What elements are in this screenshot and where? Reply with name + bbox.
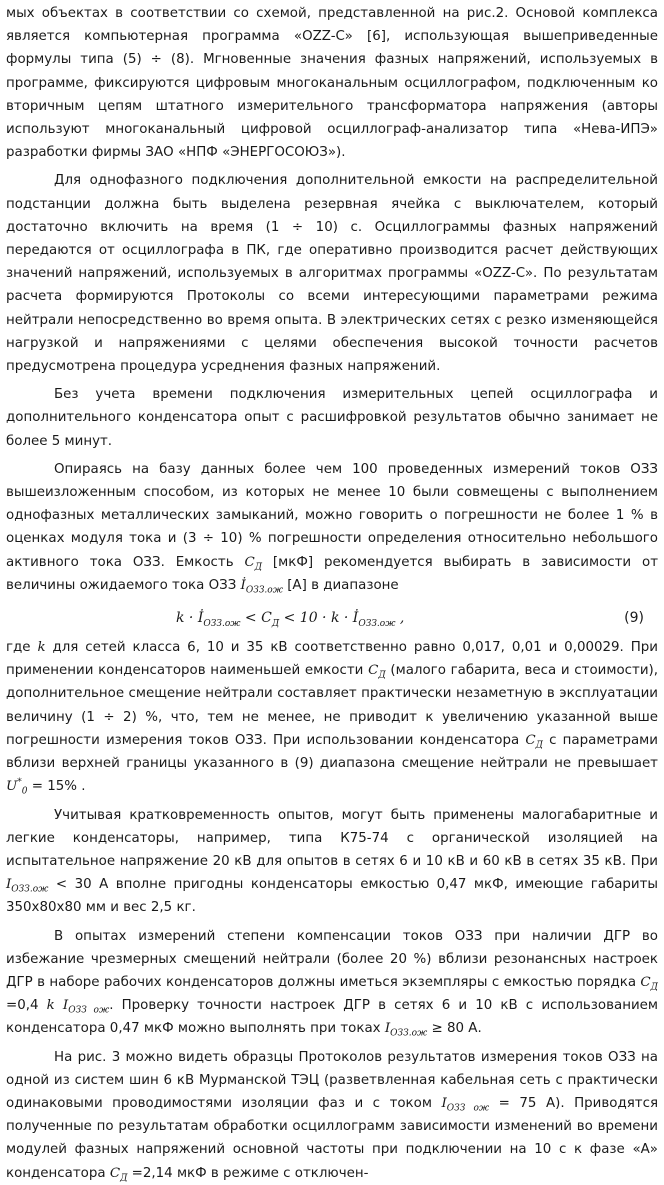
paragraph-p6 <box>6 804 658 920</box>
text-run: На рис. 3 можно видеть образцы Протоколов результатов измерения токов ОЗЗ на одной из систем шин 6 кВ Мурманской ТЭЦ (разветвленная кабельная сеть с практически одинаковыми проводимостями изоляции фаз и с током <box>6 1049 658 1111</box>
math-symbol-base: C <box>244 554 255 570</box>
math-subscript: Д <box>120 1173 128 1184</box>
text-run: Без учета времени подключения измерительных цепей осциллографа и дополнительного конденсатора опыт с расшифровкой результатов обычно занимает не более 5 минут. <box>6 387 658 449</box>
math-symbol-base: I <box>441 1095 447 1111</box>
math-subscript: ОЗЗ ож <box>446 1103 490 1114</box>
math-symbol <box>244 554 263 573</box>
math-symbol <box>384 1021 428 1039</box>
text-run: = 15% . <box>27 779 86 795</box>
math-symbol-base: C <box>368 663 379 679</box>
math-subscript: Д <box>535 740 543 751</box>
text-run: с параметрами вблизи верхней границы указанного в (9) диапазона смещение нейтрали не превышает <box>6 732 658 772</box>
math-superscript: * <box>17 777 22 788</box>
math-subscript: ОЗЗ.ож <box>245 585 283 596</box>
text-run: Для однофазного подключения дополнительной емкости на распределительной подстанции должна быть выделена резервная ячейка с выключателем, который достаточно включить на время (1 ÷ 10) с. Осциллограммы фазных напряжений передаются от осциллографа в ПК, где оперативно производится расчет действующих значений напряжений, используемых в алгоритмах программы «OZZ-C». По результатам расчета формируются Протоколы со всеми интересующими параметрами режима нейтрали непосредственно во время опыта. В электрических сетях с резко изменяющейся нагрузкой и напряжениями с целями обеспечения высокой точности расчетов предусмотрена процедура усреднения фазных напряжений. <box>6 173 658 375</box>
text-run: где <box>6 640 38 656</box>
math-subscript: ОЗЗ ож <box>68 1005 110 1016</box>
text-run: [А] в диапазоне <box>282 577 399 593</box>
math-symbol-base: C <box>109 1165 121 1181</box>
math-symbol-base: k I <box>46 998 69 1014</box>
text-run: . Проверку точности настроек ДГР в сетях 6 и 10 кВ с использованием конденсатора 0,47 мкФ можно выполнять при токах <box>6 998 658 1037</box>
math-symbol <box>6 877 49 895</box>
text-run: [мкФ] рекомендуется выбирать в зависимости от величины ожидаемого тока ОЗЗ <box>6 554 658 593</box>
math-symbol <box>525 732 543 751</box>
formula-subscript: ОЗЗ.ож <box>358 618 396 629</box>
formula-subscript: Д <box>271 618 280 629</box>
math-symbol <box>6 777 28 797</box>
paragraph-p2 <box>6 169 658 378</box>
math-symbol <box>640 974 658 993</box>
text-run: мых объектах в соответствии со схемой, представленной на рис.2. Основой комплекса является компьютерная программа «OZZ-C» [6], использующая вышеприведенные формулы типа (5) ÷ (8). Мгновенные значения фазных напряжений, используемых в программе, фиксируются цифровым многоканальным осциллографом, подключенным ко вторичным цепям штатного измерительного трансформатора напряжения (авторы используют многоканальный цифровой осциллограф-анализатор типа «Нева-ИПЭ» разработки фирмы ЗАО «НПФ «ЭНЕРГОСОЮЗ»). <box>6 6 658 161</box>
paragraph-p7 <box>6 925 658 1041</box>
math-subscript: Д <box>254 562 263 573</box>
text-run: =0,4 <box>6 998 47 1014</box>
formula-subscript: ОЗЗ.ож <box>203 618 241 629</box>
text-run: В опытах измерений степени компенсации токов ОЗЗ при наличии ДГР во избежание чрезмерных смещений нейтрали (более 20 %) вблизи резонансных настроек ДГР в наборе рабочих конденсаторов должны иметься экземпляры с емкостью порядка <box>6 928 658 990</box>
math-symbol-base: C <box>640 974 651 990</box>
formula-9 <box>6 602 658 634</box>
math-subscript: Д <box>378 670 386 681</box>
math-subscript: ОЗЗ.ож <box>11 884 49 895</box>
formula-expression <box>176 602 404 634</box>
text-run: = 75 А). Приводятся полученные по результатам обработки осциллограмм зависимости изменений во времени модулей фазных напряжений основной частоты при подключении на 10 с к фазе «А» конденсатора <box>6 1095 658 1181</box>
paragraph-p5 <box>6 636 658 798</box>
text-run: Учитывая кратковременность опытов, могут быть применены малогабаритные и легкие конденсаторы, например, типа К75-74 с органической изоляцией на испытательное напряжение 20 кВ для опытов в сетях 6 и 10 кВ и 60 кВ в сетях 35 кВ. При <box>6 807 658 869</box>
math-symbol <box>37 640 45 655</box>
paragraph-p1 <box>6 2 658 164</box>
paragraph-p3 <box>6 383 658 453</box>
text-run: (малого габарита, веса и стоимости), дополнительное смещение нейтрали составляет практически незаметную в эксплуатации величину (1 ÷ 2) %, что, тем не менее, не приводит к увеличению указанной выше погрешности измерения токов ОЗЗ. При использовании конденсатора <box>6 663 659 748</box>
text-run: ≥ 80 А. <box>427 1021 482 1037</box>
math-subscript: ОЗЗ.ож <box>390 1029 428 1039</box>
text-run: для сетей класса 6, 10 и 35 кВ соответственно равно 0,017, 0,01 и 0,00029. При применении конденсаторов наименьшей емкости <box>6 640 658 679</box>
math-symbol-base: C <box>525 732 536 748</box>
formula-render: $k \cdot İ_{ОЗЗ.ож} < C_Д < 10 \cdot k$ · $İ_{ОЗЗ.ож}$ , <box>176 610 405 629</box>
math-symbol-base: I <box>384 1021 391 1037</box>
math-symbol <box>240 577 283 596</box>
text-run: < 30 А вполне пригодны конденсаторы емкостью 0,47 мкФ, имеющие габариты 350х80х80 мм и вес 2,5 кг. <box>6 877 658 916</box>
text-block-lower <box>6 636 658 1185</box>
math-symbol <box>46 998 110 1016</box>
math-symbol <box>109 1165 128 1184</box>
paragraph-p8 <box>6 1046 658 1185</box>
math-symbol-base: I <box>6 877 12 893</box>
math-symbol-base: İ <box>240 577 246 593</box>
paragraph-p4 <box>6 458 658 597</box>
math-symbol-base: U <box>6 779 18 795</box>
math-subscript: Д <box>650 982 658 993</box>
math-symbol <box>441 1095 490 1114</box>
math-symbol-base: k <box>37 640 46 656</box>
text-block-upper <box>6 2 658 597</box>
formula-number: (9) <box>624 610 644 627</box>
math-symbol <box>368 663 386 681</box>
text-run: Опираясь на базу данных более чем 100 проведенных измерений токов ОЗЗ вышеизложенным способом, из которых не менее 10 были совмещены с выполнением однофазных металлических замыканий, можно говорить о погрешности не более 1 % в оценках модуля тока и (3 ÷ 10) % погрешности определения относительно небольшого активного тока ОЗЗ. Емкость <box>6 461 658 570</box>
math-subscript: 0 <box>21 786 28 797</box>
text-run: =2,14 мкФ в режиме с отключен- <box>127 1165 369 1181</box>
